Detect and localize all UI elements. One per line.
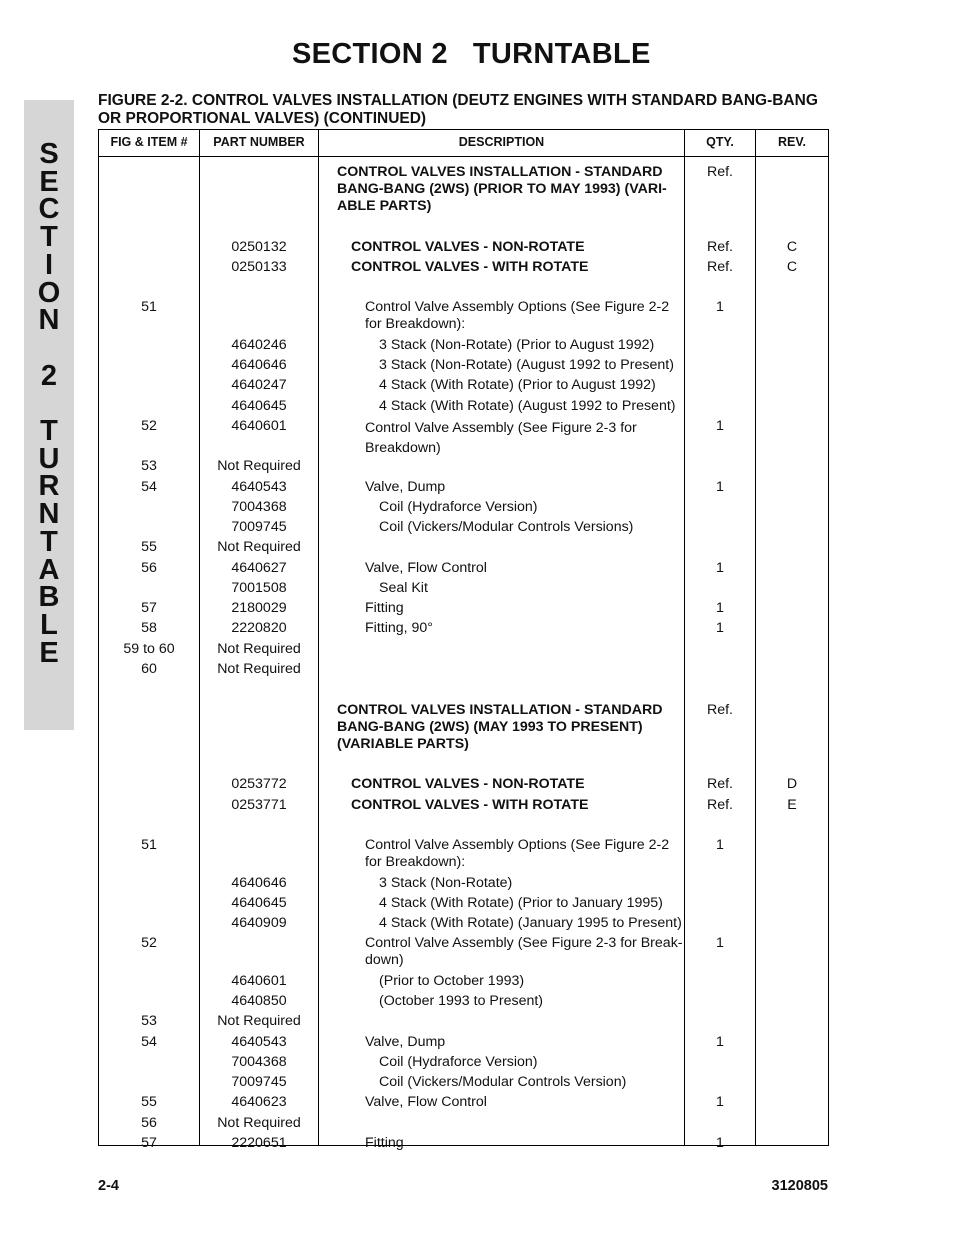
cell-qty: Ref. bbox=[706, 776, 734, 792]
cell-desc: Control Valve Assembly (See Figure 2-3 for Break-down) bbox=[365, 935, 683, 968]
cell-part: 4640909 bbox=[231, 915, 287, 931]
cell-item: 55 bbox=[141, 539, 157, 555]
header-qty: QTY. bbox=[706, 135, 734, 149]
side-tab-letter: C bbox=[38, 193, 60, 226]
cell-part: 4640623 bbox=[231, 1094, 287, 1110]
cell-qty: 1 bbox=[716, 620, 724, 636]
cell-desc: 4 Stack (With Rotate) (August 1992 to Present) bbox=[379, 398, 676, 414]
cell-part: 0253772 bbox=[231, 776, 287, 792]
side-tab-letter: R bbox=[38, 470, 60, 503]
side-tab-letter: U bbox=[38, 442, 60, 475]
cell-item: 58 bbox=[141, 620, 157, 636]
cell-desc: Coil (Vickers/Modular Controls Version) bbox=[379, 1074, 627, 1090]
side-tab-letter: B bbox=[38, 581, 60, 614]
side-tab-letter: S bbox=[39, 138, 59, 170]
section-side-tab bbox=[24, 100, 74, 730]
cell-desc: CONTROL VALVES INSTALLATION - STANDARD BANG-BANG (2WS) (PRIOR TO MAY 1993) (VARI-ABLE PARTS) bbox=[337, 164, 667, 214]
cell-qty: 1 bbox=[716, 837, 724, 853]
cell-desc: Control Valve Assembly Options (See Figure 2-2 for Breakdown): bbox=[365, 299, 670, 332]
cell-desc: CONTROL VALVES INSTALLATION - STANDARD BANG-BANG (2WS) (MAY 1993 TO PRESENT) (VARIABLE PARTS) bbox=[337, 702, 663, 752]
cell-item: 56 bbox=[141, 1115, 157, 1131]
cell-item: 54 bbox=[141, 1034, 157, 1050]
cell-item: 53 bbox=[141, 458, 157, 474]
cell-part: 2180029 bbox=[231, 600, 287, 616]
cell-rev: E bbox=[787, 797, 797, 813]
cell-part: Not Required bbox=[217, 641, 301, 657]
cell-part: 7004368 bbox=[231, 499, 287, 515]
side-tab-letter: L bbox=[40, 608, 58, 641]
header-description: DESCRIPTION bbox=[458, 135, 545, 149]
cell-qty: Ref. bbox=[706, 797, 734, 813]
cell-item: 51 bbox=[141, 837, 157, 853]
cell-rev: C bbox=[786, 239, 798, 255]
header-divider bbox=[99, 156, 828, 157]
cell-qty: 1 bbox=[716, 600, 724, 616]
side-tab-letter: T bbox=[40, 415, 58, 447]
cell-part: 4640543 bbox=[231, 479, 287, 495]
cell-part: Not Required bbox=[217, 539, 301, 555]
cell-desc: 3 Stack (Non-Rotate) bbox=[379, 875, 513, 891]
cell-desc: Fitting bbox=[365, 600, 404, 616]
side-tab-letter: O bbox=[37, 276, 61, 309]
cell-rev: D bbox=[786, 776, 798, 792]
side-tab-letter: 2 bbox=[40, 359, 58, 392]
cell-part: 4640850 bbox=[231, 993, 287, 1009]
cell-qty: 1 bbox=[716, 1094, 724, 1110]
cell-desc: Coil (Hydraforce Version) bbox=[379, 1054, 538, 1070]
document-number: 3120805 bbox=[771, 1178, 828, 1194]
cell-item: 57 bbox=[141, 600, 157, 616]
cell-desc: (Prior to October 1993) bbox=[379, 973, 525, 989]
header-fig-item: FIG & ITEM # bbox=[110, 135, 188, 149]
cell-desc: Valve, Dump bbox=[365, 479, 446, 495]
cell-desc: CONTROL VALVES - NON-ROTATE bbox=[351, 239, 585, 255]
cell-desc: 4 Stack (With Rotate) (January 1995 to Present) bbox=[379, 915, 682, 931]
cell-desc: (October 1993 to Present) bbox=[379, 993, 544, 1009]
cell-qty: Ref. bbox=[706, 702, 734, 718]
side-tab-letter: A bbox=[38, 553, 60, 586]
cell-desc: Coil (Hydraforce Version) bbox=[379, 499, 538, 515]
side-tab-letter: E bbox=[39, 636, 59, 669]
cell-desc: 4 Stack (With Rotate) (Prior to January 1995) bbox=[379, 895, 663, 911]
cell-part: Not Required bbox=[217, 1115, 301, 1131]
cell-qty: 1 bbox=[716, 560, 724, 576]
cell-desc: 4 Stack (With Rotate) (Prior to August 1992) bbox=[379, 377, 656, 393]
cell-part: 4640601 bbox=[231, 418, 287, 434]
side-tab-letter: N bbox=[38, 304, 60, 337]
cell-item: 57 bbox=[141, 1135, 157, 1151]
cell-part: 7001508 bbox=[231, 580, 287, 596]
cell-part: 4640646 bbox=[231, 357, 287, 373]
cell-desc: CONTROL VALVES - NON-ROTATE bbox=[351, 776, 585, 792]
cell-desc: Fitting bbox=[365, 1135, 404, 1151]
side-tab-letter: E bbox=[39, 165, 59, 198]
cell-part: Not Required bbox=[217, 1013, 301, 1029]
cell-qty: 1 bbox=[716, 1034, 724, 1050]
cell-desc: Valve, Flow Control bbox=[365, 560, 487, 576]
cell-qty: Ref. bbox=[706, 164, 734, 180]
cell-part: 2220820 bbox=[231, 620, 287, 636]
cell-part: 0253771 bbox=[231, 797, 287, 813]
cell-qty: Ref. bbox=[706, 239, 734, 255]
cell-desc: Seal Kit bbox=[379, 580, 428, 596]
cell-part: 0250132 bbox=[231, 239, 287, 255]
cell-qty: 1 bbox=[716, 299, 724, 315]
cell-qty: Ref. bbox=[706, 259, 734, 275]
column-divider bbox=[755, 130, 756, 1145]
cell-part: 7004368 bbox=[231, 1054, 287, 1070]
cell-part: 4640627 bbox=[231, 560, 287, 576]
column-divider bbox=[318, 130, 319, 1145]
cell-part: 4640645 bbox=[231, 398, 287, 414]
cell-desc: 3 Stack (Non-Rotate) (August 1992 to Present) bbox=[379, 357, 674, 373]
cell-desc: Control Valve Assembly Options (See Figure 2-2 for Breakdown): bbox=[365, 837, 670, 870]
side-tab-letter: I bbox=[44, 248, 54, 281]
header-rev: REV. bbox=[777, 135, 807, 149]
cell-part: Not Required bbox=[217, 661, 301, 677]
cell-qty: 1 bbox=[716, 418, 724, 434]
cell-part: 0250133 bbox=[231, 259, 287, 275]
cell-part: 4640646 bbox=[231, 875, 287, 891]
cell-rev: C bbox=[786, 259, 798, 275]
cell-item: 59 to 60 bbox=[123, 641, 175, 657]
cell-item: 55 bbox=[141, 1094, 157, 1110]
parts-table bbox=[98, 129, 829, 1151]
cell-qty: 1 bbox=[716, 935, 724, 951]
cell-desc: CONTROL VALVES - WITH ROTATE bbox=[351, 259, 589, 275]
figure-title: FIGURE 2-2. CONTROL VALVES INSTALLATION (DEUTZ ENGINES WITH STANDARD BANG-BANG OR PROPORTIONAL VALVES) (CONTINUED) bbox=[98, 92, 818, 127]
cell-item: 52 bbox=[141, 418, 157, 434]
cell-part: 2220651 bbox=[231, 1135, 287, 1151]
cell-part: Not Required bbox=[217, 458, 301, 474]
cell-desc: Fitting, 90° bbox=[365, 620, 433, 636]
side-tab-letter: T bbox=[40, 525, 58, 558]
page-title: SECTION 2 TURNTABLE bbox=[292, 38, 651, 70]
cell-item: 60 bbox=[141, 661, 157, 677]
side-tab-letter: T bbox=[40, 221, 58, 254]
cell-item: 51 bbox=[141, 299, 157, 315]
cell-item: 56 bbox=[141, 560, 157, 576]
cell-qty: 1 bbox=[716, 1135, 724, 1151]
cell-desc: Coil (Vickers/Modular Controls Versions) bbox=[379, 519, 634, 535]
page-number: 2-4 bbox=[98, 1178, 119, 1194]
side-tab-letter: N bbox=[38, 498, 60, 531]
cell-part: 7009745 bbox=[231, 1074, 287, 1090]
cell-part: 4640247 bbox=[231, 377, 287, 393]
cell-item: 52 bbox=[141, 935, 157, 951]
column-divider bbox=[684, 130, 685, 1145]
cell-desc: CONTROL VALVES - WITH ROTATE bbox=[351, 797, 589, 813]
cell-qty: 1 bbox=[716, 479, 724, 495]
cell-part: 4640645 bbox=[231, 895, 287, 911]
header-part-number: PART NUMBER bbox=[213, 135, 305, 149]
cell-item: 53 bbox=[141, 1013, 157, 1029]
cell-part: 4640246 bbox=[231, 337, 287, 353]
cell-desc: Control Valve Assembly (See Figure 2-3 for Breakdown) bbox=[365, 420, 637, 456]
cell-part: 4640601 bbox=[231, 973, 287, 989]
cell-item: 54 bbox=[141, 479, 157, 495]
cell-part: 4640543 bbox=[231, 1034, 287, 1050]
cell-desc: Valve, Flow Control bbox=[365, 1094, 487, 1110]
cell-part: 7009745 bbox=[231, 519, 287, 535]
cell-desc: Valve, Dump bbox=[365, 1034, 446, 1050]
cell-desc: 3 Stack (Non-Rotate) (Prior to August 1992) bbox=[379, 337, 655, 353]
